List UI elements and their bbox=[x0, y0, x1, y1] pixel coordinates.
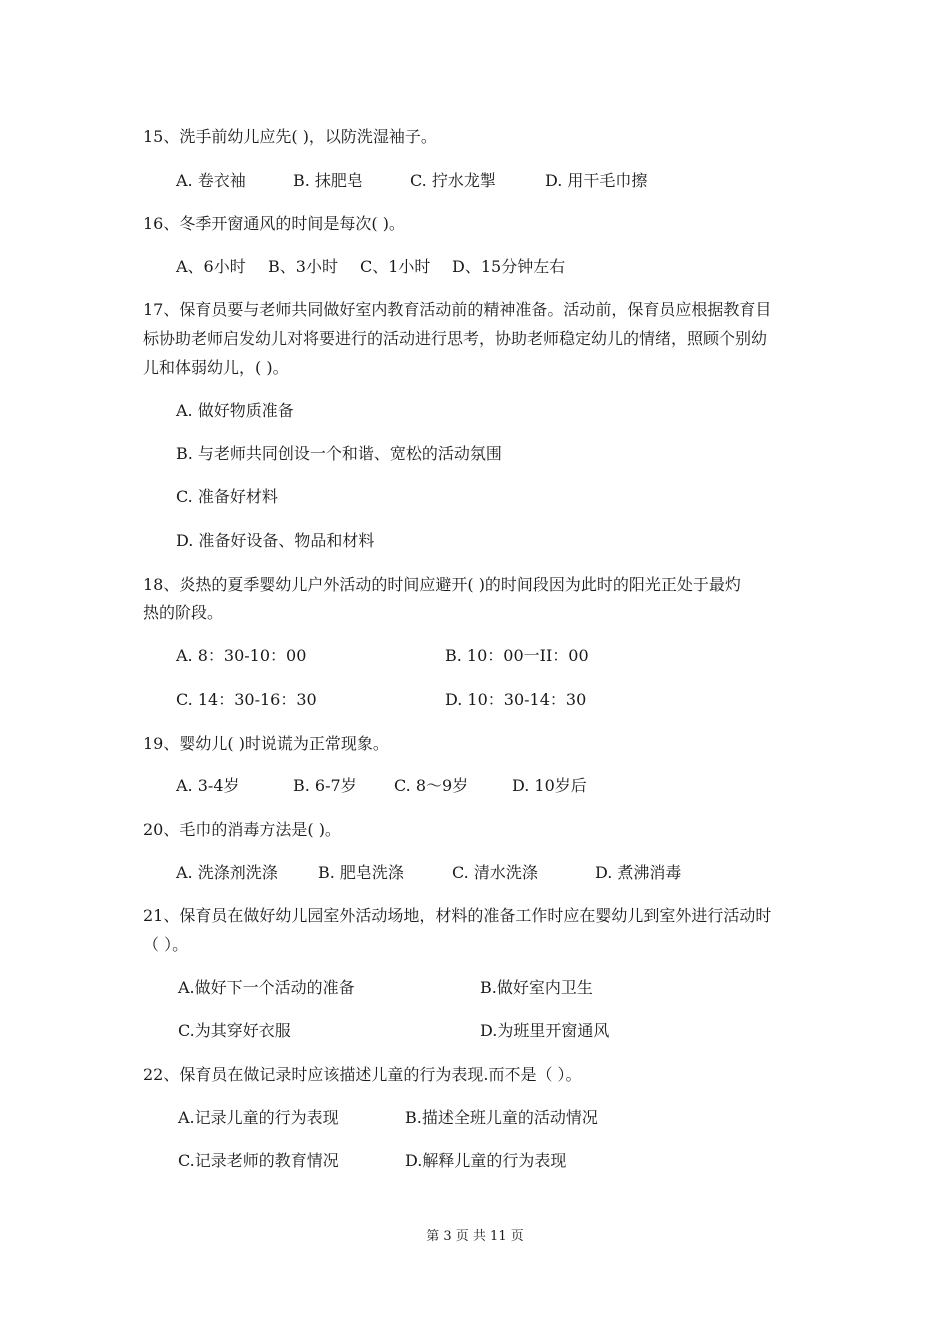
question-17-option-d: D. 准备好设备、物品和材料 bbox=[176, 531, 375, 550]
question-16-stem: 16、冬季开窗通风的时间是每次( )。 bbox=[143, 214, 405, 233]
question-22-option-b: B.描述全班儿童的活动情况 bbox=[405, 1108, 598, 1127]
question-19-option-a: A. 3-4岁 bbox=[176, 776, 240, 795]
question-22-stem: 22、保育员在做记录时应该描述儿童的行为表现.而不是（ ）。 bbox=[143, 1065, 582, 1084]
question-15-option-d: D. 用干毛巾擦 bbox=[545, 171, 648, 190]
question-21-option-b: B.做好室内卫生 bbox=[480, 978, 593, 997]
question-17-option-c: C. 准备好材料 bbox=[176, 487, 278, 506]
question-20-option-d: D. 煮沸消毒 bbox=[595, 863, 682, 882]
question-18-option-b: B. 10：00一II：00 bbox=[445, 646, 589, 665]
question-17-option-b: B. 与老师共同创设一个和谐、宽松的活动氛围 bbox=[176, 444, 502, 463]
question-17-stem-line-2: 标协助老师启发幼儿对将要进行的活动进行思考，协助老师稳定幼儿的情绪，照顾个别幼 bbox=[143, 329, 768, 348]
question-16-option-b: B、3小时 bbox=[268, 257, 338, 276]
question-15-option-b: B. 抹肥皂 bbox=[293, 171, 363, 190]
question-20-option-a: A. 洗涤剂洗涤 bbox=[176, 863, 278, 882]
question-15-option-c: C. 拧水龙掣 bbox=[410, 171, 496, 190]
question-19-stem: 19、婴幼儿( )时说谎为正常现象。 bbox=[143, 734, 389, 753]
question-20-option-c: C. 清水洗涤 bbox=[452, 863, 538, 882]
question-15-option-a: A. 卷衣袖 bbox=[176, 171, 246, 190]
question-17-stem-line-1: 17、保育员要与老师共同做好室内教育活动前的精神准备。活动前，保育员应根据教育目 bbox=[143, 300, 772, 319]
question-21-option-d: D.为班里开窗通风 bbox=[480, 1021, 610, 1040]
question-16-option-a: A、6小时 bbox=[176, 257, 246, 276]
question-16-option-c: C、1小时 bbox=[360, 257, 431, 276]
question-17-stem-line-3: 儿和体弱幼儿，( )。 bbox=[143, 358, 289, 377]
question-18-option-c: C. 14：30-16：30 bbox=[176, 690, 317, 709]
question-18-option-a: A. 8：30-10：00 bbox=[176, 646, 307, 665]
question-21-option-c: C.为其穿好衣服 bbox=[178, 1021, 291, 1040]
question-21-option-a: A.做好下一个活动的准备 bbox=[178, 978, 355, 997]
question-22-option-d: D.解释儿童的行为表现 bbox=[405, 1151, 567, 1170]
question-22-option-c: C.记录老师的教育情况 bbox=[178, 1151, 339, 1170]
question-20-stem: 20、毛巾的消毒方法是( )。 bbox=[143, 820, 341, 839]
question-19-option-c: C. 8～9岁 bbox=[394, 776, 469, 795]
question-21-stem-line-2: （ ）。 bbox=[143, 935, 189, 954]
question-19-option-b: B. 6-7岁 bbox=[293, 776, 357, 795]
question-20-option-b: B. 肥皂洗涤 bbox=[318, 863, 404, 882]
page-number: 第 3 页 共 11 页 bbox=[426, 1229, 524, 1244]
question-15-stem: 15、洗手前幼儿应先( )，以防洗湿袖子。 bbox=[143, 127, 437, 146]
question-19-option-d: D. 10岁后 bbox=[512, 776, 587, 795]
question-18-stem-line-1: 18、炎热的夏季婴幼儿户外活动的时间应避开( )的时间段因为此时的阳光正处于最灼 bbox=[143, 575, 741, 594]
question-21-stem-line-1: 21、保育员在做好幼儿园室外活动场地，材料的准备工作时应在婴幼儿到室外进行活动时 bbox=[143, 906, 772, 925]
question-16-option-d: D、15分钟左右 bbox=[452, 257, 566, 276]
question-22-option-a: A.记录儿童的行为表现 bbox=[178, 1108, 339, 1127]
question-18-stem-line-2: 热的阶段。 bbox=[143, 603, 224, 622]
question-17-option-a: A. 做好物质准备 bbox=[176, 401, 294, 420]
question-18-option-d: D. 10：30-14：30 bbox=[445, 690, 587, 709]
